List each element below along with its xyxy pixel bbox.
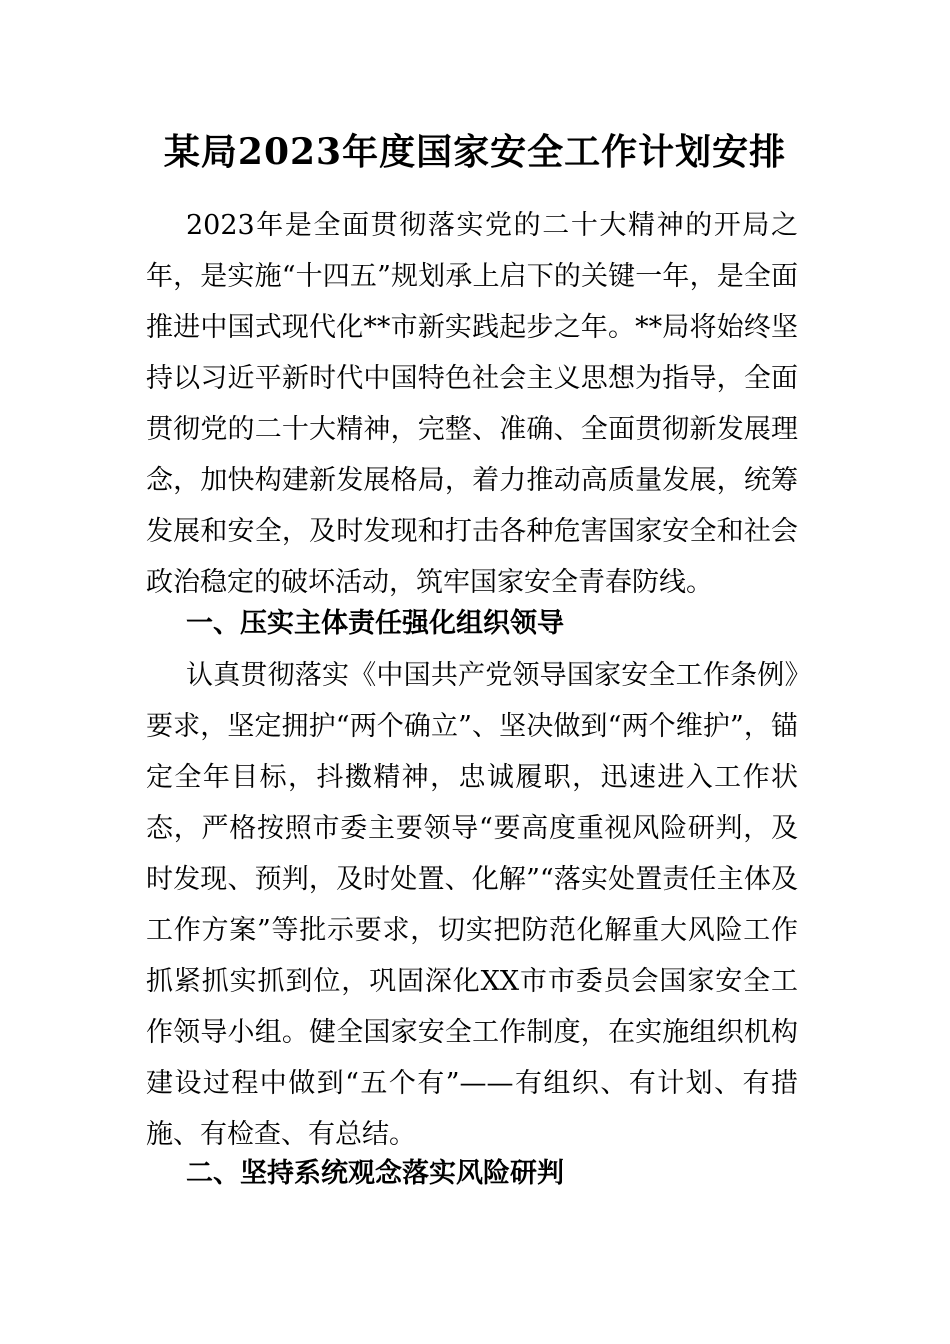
intro-paragraph: 2023年是全面贯彻落实党的二十大精神的开局之年，是实施“十四五”规划承上启下的关键一年，是全面推进中国式现代化**市新实践起步之年。**局将始终坚持以习近平新时代中国特色社会主义思想为指导，全面贯彻党的二十大精神，完整、准确、全面贯彻新发展理念，加快构建新发展格局，着力推动高质量发展，统筹发展和安全，及时发现和打击各种危害国家安全和社会政治稳定的破坏活动，筑牢国家安全青春防线。 — [146, 210, 798, 598]
section-2-heading: 二、坚持系统观念落实风险研判 — [186, 1158, 564, 1189]
section-1-heading: 一、压实主体责任强化组织领导 — [186, 608, 564, 639]
section-1-paragraph: 认真贯彻落实《中国共产党领导国家安全工作条例》要求，坚定拥护“两个确立”、坚决做到“两个维护”，锚定全年目标，抖擞精神，忠诚履职，迅速进入工作状态，严格按照市委主要领导“要高度重视风险研判，及时发现、预判，及时处置、化解”“落实处置责任主体及工作方案”等批示要求，切实把防范化解重大风险工作抓紧抓实抓到位，巩固深化XX市市委员会国家安全工作领导小组。健全国家安全工作制度，在实施组织机构建设过程中做到“五个有”——有组织、有计划、有措施、有检查、有总结。 — [146, 660, 798, 1150]
document-title: 某局2023年度国家安全工作计划安排 — [163, 131, 787, 173]
